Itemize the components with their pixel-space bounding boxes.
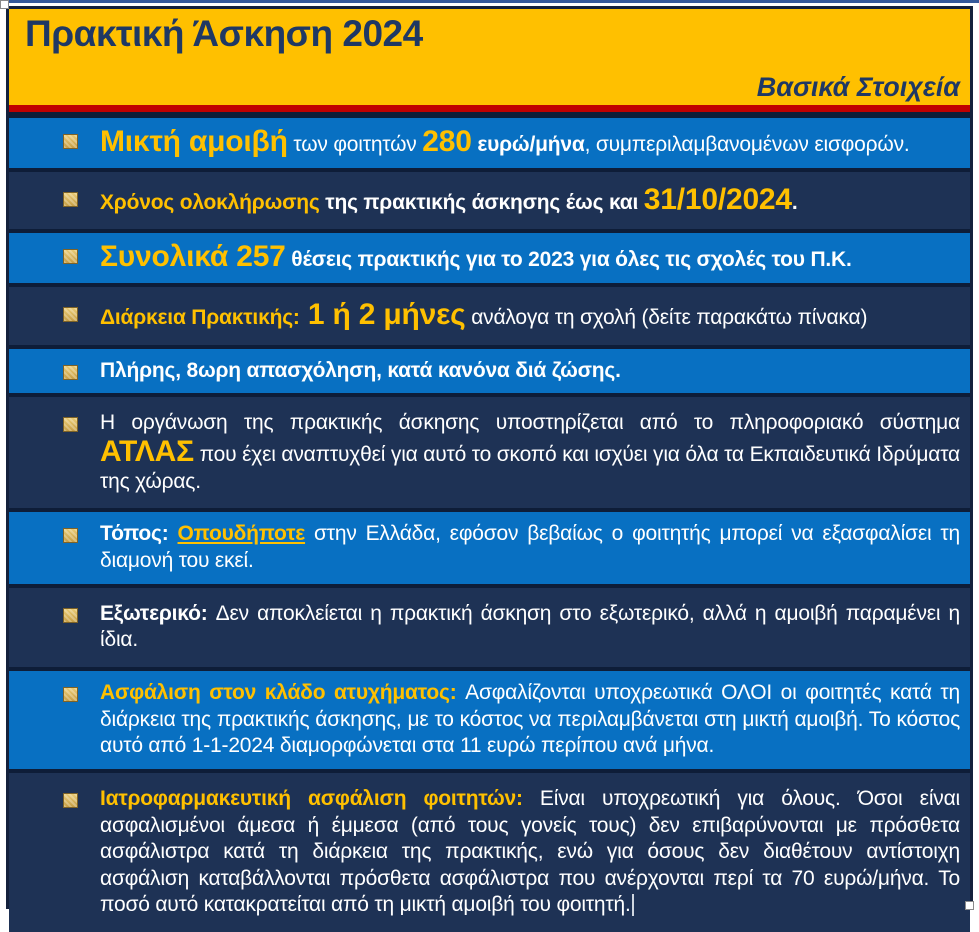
text-segment: Συνολικά 257 bbox=[100, 240, 286, 274]
text-segment: Τόπος: bbox=[100, 522, 178, 546]
text-segment: Διάρκεια Πρακτικής: bbox=[100, 305, 300, 329]
slide-frame bbox=[6, 6, 973, 917]
text-segment: Χρόνος ολοκλήρωσης bbox=[100, 190, 320, 214]
bullet-icon bbox=[63, 249, 78, 264]
slide-header bbox=[9, 9, 970, 105]
rows bbox=[9, 112, 970, 932]
bullet-text[interactable] bbox=[100, 521, 960, 574]
page-title: Πρακτική Άσκηση 2024 bbox=[25, 13, 423, 54]
bullet-row bbox=[9, 233, 970, 283]
text-segment: Η οργάνωση της πρακτικής άσκησης υποστηρίζεται από το πληροφοριακό σύστημα bbox=[100, 411, 960, 435]
bullet-text[interactable] bbox=[100, 358, 960, 385]
bullet-icon bbox=[63, 608, 78, 623]
bullet-text[interactable] bbox=[100, 786, 960, 919]
bullet-icon bbox=[63, 687, 78, 702]
text-segment: Είναι υποχρεωτική για όλους. Όσοι είναι ασφαλισμένοι άμεσα ή έμμεσα (από τους γονείς τους) δεν επιβαρύνονται με πρόσθετα ασφάλιστρα κατά τη διάρκεια της πρακτικής, ενώ για όσους δεν διαθέτουν αντίστοιχη ασφάλιση καταβάλλονται πρόσθετα ασφάλιστρα που ανέρχονται περί τα 70 ευρώ/μήνα. Το ποσό αυτό κατακρατείται από τη μικτή αμοιβή του φοιτητή. bbox=[100, 786, 960, 917]
text-segment: Δεν αποκλείεται η πρακτική άσκηση στο εξωτερικό, αλλά η αμοιβή παραμένει η ίδια. bbox=[100, 601, 961, 652]
text-segment: Μικτή αμοιβή bbox=[100, 125, 288, 158]
bullet-text[interactable] bbox=[100, 297, 960, 332]
resize-handle-bottom-right[interactable] bbox=[965, 901, 974, 910]
text-segment: ευρώ/μήνα bbox=[471, 133, 585, 156]
bullet-icon bbox=[63, 793, 78, 808]
canvas-top-edge bbox=[0, 0, 979, 3]
text-segment: της πρακτικής άσκησης έως και bbox=[319, 190, 644, 214]
bullet-text[interactable] bbox=[100, 601, 960, 654]
text-segment: Εξωτερικό: bbox=[100, 601, 216, 625]
bullet-text[interactable] bbox=[100, 127, 960, 159]
bullet-icon bbox=[63, 365, 78, 380]
bullet-text[interactable] bbox=[100, 410, 960, 495]
text-segment: . bbox=[791, 190, 798, 214]
bullet-row bbox=[9, 287, 970, 345]
text-segment: που έχει αναπτυχθεί για αυτό το σκοπό και ισχύει για όλα τα Εκπαιδευτικά Ιδρύματα της χώρας. bbox=[100, 442, 960, 493]
text-caret bbox=[632, 894, 634, 916]
text-segment: Ιατροφαρμακευτική ασφάλιση φοιτητών: bbox=[100, 786, 540, 810]
text-segment: ανάλογα τη σχολή (δείτε παρακάτω πίνακα) bbox=[465, 305, 868, 329]
bullet-row bbox=[9, 671, 970, 769]
resize-handle-top-left[interactable] bbox=[0, 0, 9, 9]
bullet-row bbox=[9, 773, 970, 932]
bullet-icon bbox=[63, 417, 78, 432]
text-segment: , συμπεριλαμβανομένων εισφορών. bbox=[584, 133, 910, 156]
text-segment: Ασφαλίζονται υποχρεωτικά ΟΛΟΙ οι φοιτητές κατά τη διάρκεια της πρακτικής άσκησης, με το κόστος να περιλαμβάνεται στη μικτή αμοιβή. Το κόστος αυτό από 1-1-2024 διαμορφώνεται στα 11 ευρώ περίπου ανά μήνα. bbox=[100, 680, 960, 758]
bullet-icon bbox=[63, 528, 78, 543]
bullet-text[interactable] bbox=[100, 680, 960, 760]
bullet-row bbox=[9, 397, 970, 508]
text-segment: στην Ελλάδα, εφόσον βεβαίως ο φοιτητής μπορεί να εξασφαλίσει τη διαμονή του εκεί. bbox=[100, 522, 960, 572]
bullet-row bbox=[9, 512, 970, 583]
text-segment: Ασφάλιση στον κλάδο ατυχήματος: bbox=[100, 680, 466, 704]
text-segment: ΑΤΛΑΣ bbox=[100, 434, 194, 468]
bullet-icon bbox=[63, 192, 78, 207]
text-segment: Πλήρης, 8ωρη απασχόληση, κατά κανόνα διά ζώσης. bbox=[100, 358, 621, 382]
bullet-icon bbox=[63, 307, 78, 322]
bullet-row bbox=[9, 172, 970, 230]
text-segment: 280 bbox=[422, 125, 472, 158]
bullet-text[interactable] bbox=[100, 242, 960, 274]
text-segment: των φοιτητών bbox=[287, 133, 423, 156]
text-segment: Οπουδήποτε bbox=[177, 522, 306, 546]
bullet-icon bbox=[63, 134, 78, 149]
red-divider bbox=[9, 105, 970, 112]
bullet-text[interactable] bbox=[100, 182, 960, 217]
text-segment: 31/10/2024 bbox=[643, 182, 792, 216]
bullet-row bbox=[9, 118, 970, 168]
text-segment: 1 ή 2 μήνες bbox=[299, 297, 466, 331]
bullet-row bbox=[9, 588, 970, 667]
bullet-row bbox=[9, 349, 970, 394]
page-subtitle: Βασικά Στοιχεία bbox=[756, 72, 960, 102]
text-segment: θέσεις πρακτικής για το 2023 για όλες τις σχολές του Π.Κ. bbox=[285, 248, 852, 272]
